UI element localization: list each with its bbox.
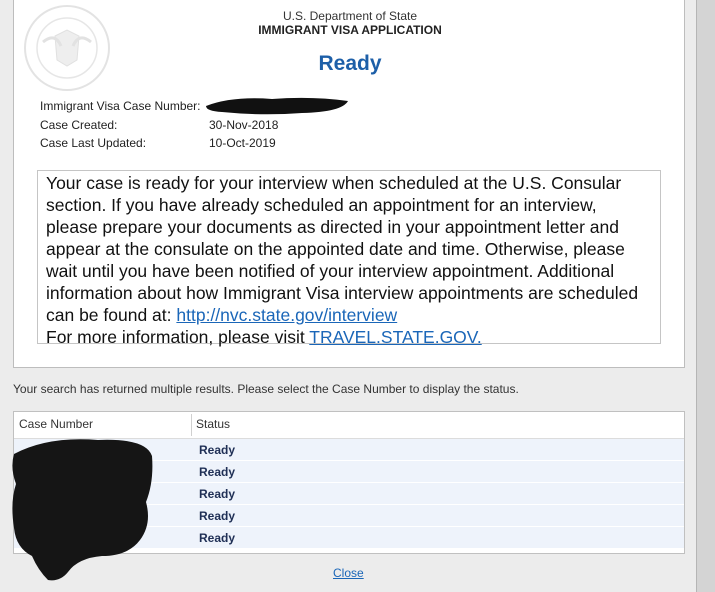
column-divider [191, 414, 192, 436]
case-created-label: Case Created: [40, 118, 118, 132]
case-updated-value: 10-Oct-2019 [209, 136, 276, 150]
case-number-label: Immigrant Visa Case Number: [40, 99, 201, 113]
application-title: IMMIGRANT VISA APPLICATION [258, 23, 442, 37]
case-updated-label: Case Last Updated: [40, 136, 147, 150]
case-created-value: 30-Nov-2018 [209, 118, 279, 132]
agency-name: U.S. Department of State [282, 9, 418, 23]
status-panel [13, 0, 685, 368]
window-scroll-edge [696, 0, 715, 592]
case-status-heading: Ready [318, 52, 382, 75]
more-info-text: For more information, please visit [46, 327, 310, 347]
column-header-status[interactable]: Status [196, 417, 231, 431]
redaction-mark [8, 432, 158, 584]
interview-info-link[interactable]: http://nvc.state.gov/interview [176, 305, 398, 325]
multiple-results-notice: Your search has returned multiple results. Please select the Case Number to display the status. [13, 382, 519, 396]
travel-state-gov-link[interactable]: TRAVEL.STATE.GOV. [309, 327, 482, 347]
redaction-mark [202, 92, 352, 118]
row-status: Ready [199, 487, 236, 501]
column-header-case-number[interactable]: Case Number [19, 417, 94, 431]
row-status: Ready [199, 465, 236, 479]
close-link[interactable]: Close [333, 566, 364, 580]
status-message [37, 170, 661, 347]
row-status: Ready [199, 509, 236, 523]
status-message-text: Your case is ready for your interview when scheduled at the U.S. Consular section. If you have already scheduled an appointment for an interview, please prepare your documents as directed in your appointment letter and appear at the consulate on the appointed date and time. Otherwise, please wait until you have been notified of your interview appointment. Additional information about how Immigrant Visa interview appointments are scheduled can be found at: [46, 173, 639, 325]
row-status: Ready [199, 531, 236, 545]
row-status: Ready [199, 443, 236, 457]
